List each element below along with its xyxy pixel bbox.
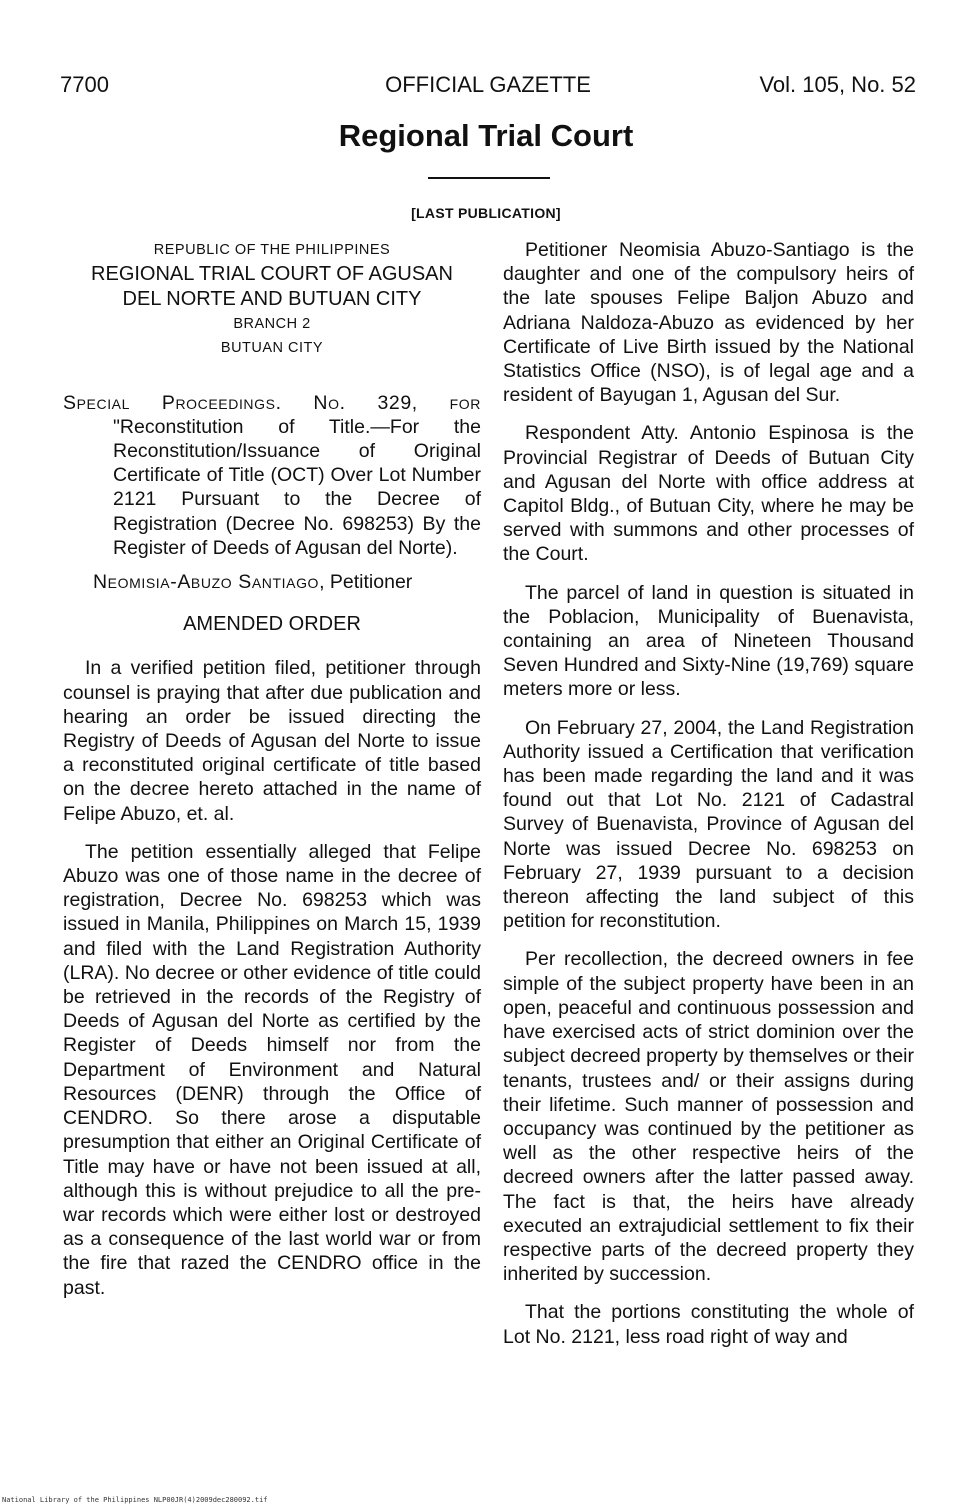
- publication-notice: [LAST PUBLICATION]: [411, 205, 561, 221]
- page-header: [60, 72, 916, 100]
- scan-footer: National Library of the Philippines NLP00JR(4)2009dec280092.tif: [2, 1496, 268, 1504]
- section-title: Regional Trial Court: [338, 118, 634, 153]
- court-name-line1: REGIONAL TRIAL COURT OF AGUSAN: [91, 263, 453, 286]
- paragraph: On February 27, 2004, the Land Registration Authority issued a Certification that verification has been made regarding the land and it was found out that Lot No. 2121 of Cadastral Survey of Buenavista, Province of Agusan del Norte was issued Decree No. 698253 on February 27, 1939 pursuant to a decision thereon affecting the land subject of this petition for reconstitution.: [503, 716, 914, 933]
- paragraph: That the portions constituting the whole of Lot No. 2121, less road right of way and: [503, 1301, 914, 1348]
- paragraph: Petitioner Neomisia Abuzo-Santiago is the daughter and one of the compulsory heirs of the late spouses Felipe Baljon Abuzo and Adriana Naldoza-Abuzo as evidenced by her Certificate of Live Birth issued by the National Statistics Office (NSO), is of legal age and a resident of Bayugan 1, Agusan del Sur.: [503, 239, 914, 407]
- court-branch: BRANCH 2: [233, 316, 311, 333]
- paragraph: Respondent Atty. Antonio Espinosa is the Provincial Registrar of Deeds of Butuan City and Agusan del Norte with office address at Capitol Bldg., of Butuan City, where he may be served with summons and other processes of the Court.: [503, 422, 914, 566]
- left-column: [63, 238, 481, 1300]
- paragraph: The petition essentially alleged that Felipe Abuzo was one of those name in the decree of registration, Decree No. 698253 which was issued in Manila, Philippines on March 15, 1939 and filed with the Land Registration Authority (LRA). No decree or other evidence of title could be retrieved in the records of the Registry of Deeds of Agusan del Norte as certified by the Register of Deeds himself nor from the Department of Environment and Natural Resources (DENR) through the Office of CENDRO. So there arose a disputable presumption that either an Original Certificate of Title may have or have not been issued at all, although this is without prejudice to all the pre-war records which were either lost or destroyed as a consequence of the last world war or from the fire that razed the CENDRO office in the past.: [63, 840, 481, 1299]
- publication-name: OFFICIAL GAZETTE: [385, 72, 591, 97]
- order-title: AMENDED ORDER: [183, 613, 361, 636]
- petitioner-line: [63, 570, 481, 594]
- petitioner-name: Neomisia-Abuzo Santiago: [93, 571, 320, 594]
- court-city: BUTUAN CITY: [220, 340, 324, 357]
- court-name-line2: DEL NORTE AND BUTUAN CITY: [122, 288, 422, 311]
- court-republic: REPUBLIC OF THE PHILIPPINES: [153, 242, 391, 258]
- paragraph: Per recollection, the decreed owners in fee simple of the subject property have been in an open, peaceful and continuous possession and have exercised acts of strict dominion over the subject decreed property by themselves or their tenants, trustees and/ or their assigns during their lifetime. Such manner of possession and occupancy was continued by the petitioner as well as the other respective heirs of the decreed owners after the latter passed away. The fact is that, the heirs have already executed an extrajudicial settlement to fix their respective parts of the decreed property they inherited by succession.: [503, 948, 914, 1286]
- case-caption-text: "Reconstitution of Title.—For the Reconstitution/Issuance of Original Certificate of Title (OCT) Over Lot Number 2121 Pursuant to the Decree of Registration (Decree No. 698253) By the Register of Deeds of Agusan del Norte).: [113, 415, 481, 559]
- title-divider: [428, 177, 550, 179]
- volume-number: Vol. 105, No. 52: [759, 72, 916, 97]
- page-number: 7700: [60, 72, 109, 97]
- right-column: [503, 238, 914, 1349]
- case-caption: [63, 391, 481, 560]
- paragraph: The parcel of land in question is situated in the Poblacion, Municipality of Buenavista, containing an area of Nineteen Thousand Seven Hundred and Sixty-Nine (19,769) square meters more or less.: [503, 581, 914, 701]
- paragraph: In a verified petition filed, petitioner through counsel is praying that after due publication and hearing an order be issued directing the Registry of Deeds of Agusan del Norte to issue a reconstituted original certificate of title based on the decree hereto attached in the name of Felipe Abuzo, et. al.: [63, 657, 481, 825]
- petitioner-role: , Petitioner: [319, 571, 413, 594]
- proceedings-label: Special Proceedings. No. 329, for: [63, 391, 481, 414]
